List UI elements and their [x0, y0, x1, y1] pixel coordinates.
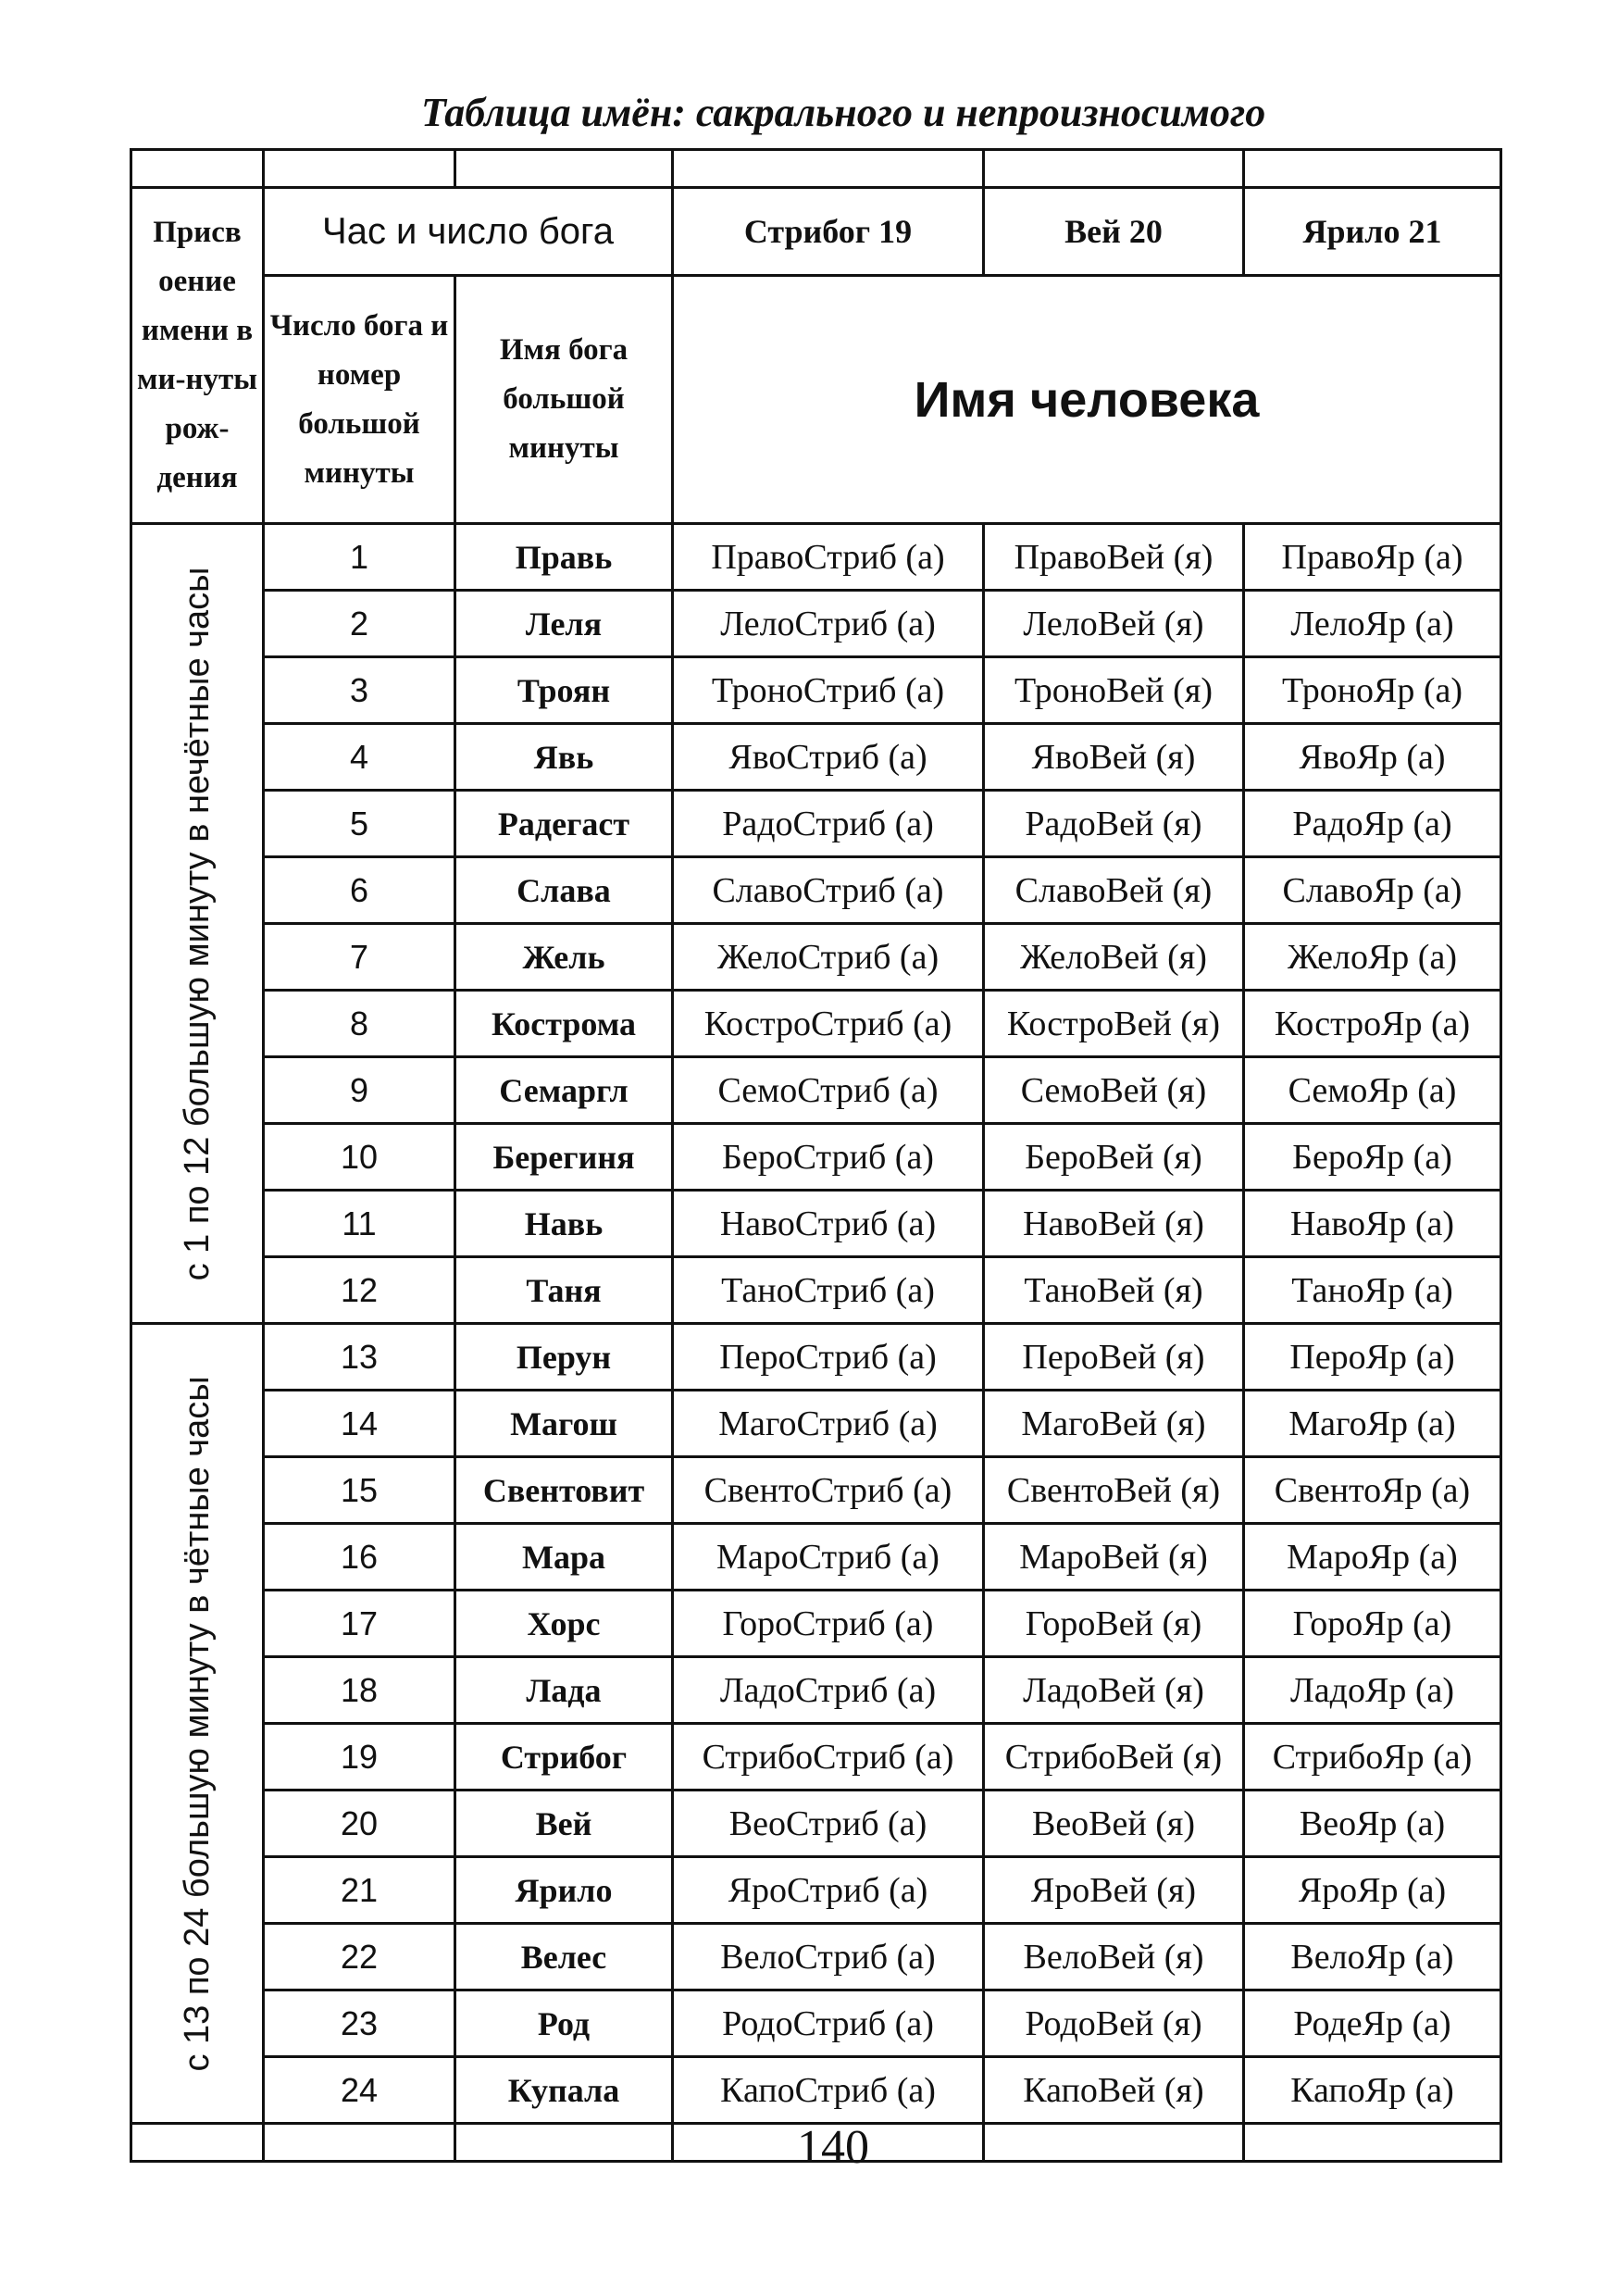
name-stribog-cell: НавоСтриб (а)	[673, 1191, 984, 1257]
god-name-cell: Радегаст	[455, 791, 673, 857]
god-number-cell: 6	[264, 857, 455, 924]
name-vei-cell: МароВей (я)	[984, 1524, 1244, 1591]
god-name-cell: Явь	[455, 724, 673, 791]
god-number-cell: 10	[264, 1124, 455, 1191]
name-stribog-cell: ГороСтриб (а)	[673, 1591, 984, 1657]
god-name-cell: Кострома	[455, 991, 673, 1057]
god-number-cell: 4	[264, 724, 455, 791]
name-yar-cell: ТроноЯр (а)	[1244, 657, 1501, 724]
name-yar-cell: СемоЯр (а)	[1244, 1057, 1501, 1124]
name-yar-cell: ВелоЯр (а)	[1244, 1924, 1501, 1990]
table-row	[131, 1791, 1501, 1857]
god-number-cell: 19	[264, 1724, 455, 1791]
name-yar-cell: ГороЯр (а)	[1244, 1591, 1501, 1657]
god-number-cell: 15	[264, 1457, 455, 1524]
empty-cell	[131, 2124, 264, 2162]
god-name-cell: Род	[455, 1990, 673, 2057]
name-stribog-cell: КапоСтриб (а)	[673, 2057, 984, 2124]
god-number-cell: 8	[264, 991, 455, 1057]
table-row	[131, 1457, 1501, 1524]
header-assign-label: Присв оение имени в ми-нуты рож-дения	[131, 188, 264, 524]
names-table	[130, 148, 1502, 2163]
table-row	[131, 924, 1501, 991]
name-vei-cell: РодоВей (я)	[984, 1990, 1244, 2057]
table-row	[131, 1591, 1501, 1657]
god-name-cell: Берегиня	[455, 1124, 673, 1191]
header-hour-label: Час и число бога	[264, 188, 673, 276]
name-vei-cell: ПероВей (я)	[984, 1324, 1244, 1391]
name-vei-cell: ЛелоВей (я)	[984, 591, 1244, 657]
name-yar-cell: БероЯр (а)	[1244, 1124, 1501, 1191]
table-row	[131, 657, 1501, 724]
god-number-cell: 17	[264, 1591, 455, 1657]
header-row-1	[131, 188, 1501, 276]
table-row	[131, 591, 1501, 657]
name-stribog-cell: РодоСтриб (а)	[673, 1990, 984, 2057]
god-number-cell: 3	[264, 657, 455, 724]
name-stribog-cell: ЛелоСтриб (а)	[673, 591, 984, 657]
name-yar-cell: СтрибоЯр (а)	[1244, 1724, 1501, 1791]
band-odd-hours	[131, 524, 264, 1324]
god-number-cell: 11	[264, 1191, 455, 1257]
name-vei-cell: ЛадоВей (я)	[984, 1657, 1244, 1724]
name-yar-cell: ПравоЯр (а)	[1244, 524, 1501, 591]
table-row	[131, 1057, 1501, 1124]
god-number-cell: 24	[264, 2057, 455, 2124]
name-vei-cell: ВелоВей (я)	[984, 1924, 1244, 1990]
god-name-cell: Перун	[455, 1324, 673, 1391]
table-row	[131, 1391, 1501, 1457]
god-number-cell: 9	[264, 1057, 455, 1124]
god-number-cell: 13	[264, 1324, 455, 1391]
name-stribog-cell: МароСтриб (а)	[673, 1524, 984, 1591]
name-stribog-cell: МагоСтриб (а)	[673, 1391, 984, 1457]
name-stribog-cell: ЛадоСтриб (а)	[673, 1657, 984, 1724]
god-name-cell: Свентовит	[455, 1457, 673, 1524]
god-number-cell: 1	[264, 524, 455, 591]
table-row	[131, 991, 1501, 1057]
name-stribog-cell: КостроСтриб (а)	[673, 991, 984, 1057]
name-stribog-cell: ПравоСтриб (а)	[673, 524, 984, 591]
god-number-cell: 7	[264, 924, 455, 991]
header-god-vei: Вей 20	[984, 188, 1244, 276]
name-yar-cell: СвентоЯр (а)	[1244, 1457, 1501, 1524]
table-row	[131, 1857, 1501, 1924]
table-row	[131, 1924, 1501, 1990]
god-name-cell: Велес	[455, 1924, 673, 1990]
god-name-cell: Вей	[455, 1791, 673, 1857]
god-name-cell: Лада	[455, 1657, 673, 1724]
empty-cell	[455, 2124, 673, 2162]
page-number: 140	[797, 2121, 869, 2174]
top-spacer-row	[131, 150, 1501, 188]
name-yar-cell: ЛадоЯр (а)	[1244, 1657, 1501, 1724]
table-row	[131, 1524, 1501, 1591]
empty-cell	[984, 2124, 1244, 2162]
table-row	[131, 1724, 1501, 1791]
empty-cell	[1244, 2124, 1501, 2162]
god-name-cell: Ярило	[455, 1857, 673, 1924]
god-name-cell: Стрибог	[455, 1724, 673, 1791]
header-god-name-label: Имя бога большой минуты	[455, 276, 673, 524]
god-name-cell: Семаргл	[455, 1057, 673, 1124]
table-row	[131, 1657, 1501, 1724]
name-vei-cell: ТроноВей (я)	[984, 657, 1244, 724]
name-vei-cell: СемоВей (я)	[984, 1057, 1244, 1124]
table-row	[131, 1324, 1501, 1391]
god-name-cell: Жель	[455, 924, 673, 991]
god-number-cell: 16	[264, 1524, 455, 1591]
god-name-cell: Троян	[455, 657, 673, 724]
name-vei-cell: СтрибоВей (я)	[984, 1724, 1244, 1791]
name-stribog-cell: СемоСтриб (а)	[673, 1057, 984, 1124]
table-row	[131, 524, 1501, 591]
header-god-yarilo: Ярило 21	[1244, 188, 1501, 276]
name-yar-cell: ПероЯр (а)	[1244, 1324, 1501, 1391]
header-person-name-label: Имя человека	[673, 276, 1501, 524]
name-yar-cell: МароЯр (а)	[1244, 1524, 1501, 1591]
name-yar-cell: МагоЯр (а)	[1244, 1391, 1501, 1457]
god-name-cell: Навь	[455, 1191, 673, 1257]
name-stribog-cell: ВеоСтриб (а)	[673, 1791, 984, 1857]
name-yar-cell: ВеоЯр (а)	[1244, 1791, 1501, 1857]
name-stribog-cell: ЯроСтриб (а)	[673, 1857, 984, 1924]
god-name-cell: Купала	[455, 2057, 673, 2124]
table-row	[131, 1191, 1501, 1257]
name-stribog-cell: ЖелоСтриб (а)	[673, 924, 984, 991]
name-stribog-cell: БероСтриб (а)	[673, 1124, 984, 1191]
god-name-cell: Хорс	[455, 1591, 673, 1657]
name-stribog-cell: СвентоСтриб (а)	[673, 1457, 984, 1524]
name-yar-cell: РадоЯр (а)	[1244, 791, 1501, 857]
god-number-cell: 2	[264, 591, 455, 657]
god-name-cell: Леля	[455, 591, 673, 657]
band-even-hours	[131, 1324, 264, 2124]
name-vei-cell: ГороВей (я)	[984, 1591, 1244, 1657]
table-row	[131, 2057, 1501, 2124]
page-title: Таблица имён: сакрального и непроизносимого	[421, 90, 1266, 135]
name-yar-cell: ЯвоЯр (а)	[1244, 724, 1501, 791]
header-god-stribog: Стрибог 19	[673, 188, 984, 276]
god-number-cell: 5	[264, 791, 455, 857]
god-name-cell: Магош	[455, 1391, 673, 1457]
table-row	[131, 857, 1501, 924]
name-stribog-cell: ПероСтриб (а)	[673, 1324, 984, 1391]
name-stribog-cell: ТроноСтриб (а)	[673, 657, 984, 724]
name-stribog-cell: СлавоСтриб (а)	[673, 857, 984, 924]
name-yar-cell: ЖелоЯр (а)	[1244, 924, 1501, 991]
god-number-cell: 23	[264, 1990, 455, 2057]
name-vei-cell: СлавоВей (я)	[984, 857, 1244, 924]
god-name-cell: Правь	[455, 524, 673, 591]
name-yar-cell: ТаноЯр (а)	[1244, 1257, 1501, 1324]
name-vei-cell: КостроВей (я)	[984, 991, 1244, 1057]
table-row	[131, 791, 1501, 857]
name-yar-cell: КапоЯр (а)	[1244, 2057, 1501, 2124]
god-number-cell: 20	[264, 1791, 455, 1857]
name-vei-cell: ПравоВей (я)	[984, 524, 1244, 591]
name-yar-cell: ЛелоЯр (а)	[1244, 591, 1501, 657]
name-stribog-cell: СтрибоСтриб (а)	[673, 1724, 984, 1791]
god-name-cell: Мара	[455, 1524, 673, 1591]
name-vei-cell: ВеоВей (я)	[984, 1791, 1244, 1857]
name-vei-cell: РадоВей (я)	[984, 791, 1244, 857]
god-number-cell: 12	[264, 1257, 455, 1324]
name-yar-cell: СлавоЯр (а)	[1244, 857, 1501, 924]
god-number-cell: 22	[264, 1924, 455, 1990]
name-vei-cell: ТаноВей (я)	[984, 1257, 1244, 1324]
name-stribog-cell: ВелоСтриб (а)	[673, 1924, 984, 1990]
table-row	[131, 724, 1501, 791]
name-yar-cell: РодеЯр (а)	[1244, 1990, 1501, 2057]
table-row	[131, 1124, 1501, 1191]
name-stribog-cell: РадоСтриб (а)	[673, 791, 984, 857]
table-row	[131, 1990, 1501, 2057]
name-vei-cell: НавоВей (я)	[984, 1191, 1244, 1257]
header-number-label: Число бога и номер большой минуты	[264, 276, 455, 524]
god-number-cell: 18	[264, 1657, 455, 1724]
empty-cell	[264, 2124, 455, 2162]
name-vei-cell: ЯвоВей (я)	[984, 724, 1244, 791]
name-vei-cell: ЯроВей (я)	[984, 1857, 1244, 1924]
name-stribog-cell: ЯвоСтриб (а)	[673, 724, 984, 791]
name-vei-cell: СвентоВей (я)	[984, 1457, 1244, 1524]
god-name-cell: Слава	[455, 857, 673, 924]
name-yar-cell: НавоЯр (а)	[1244, 1191, 1501, 1257]
name-yar-cell: КостроЯр (а)	[1244, 991, 1501, 1057]
name-vei-cell: ЖелоВей (я)	[984, 924, 1244, 991]
band-label: с 1 по 12 большую минуту в нечётные часы	[178, 567, 217, 1280]
name-stribog-cell: ТаноСтриб (а)	[673, 1257, 984, 1324]
god-number-cell: 21	[264, 1857, 455, 1924]
name-yar-cell: ЯроЯр (а)	[1244, 1857, 1501, 1924]
god-name-cell: Таня	[455, 1257, 673, 1324]
header-row-2	[131, 276, 1501, 524]
table-row	[131, 1257, 1501, 1324]
god-number-cell: 14	[264, 1391, 455, 1457]
band-label: с 13 по 24 большую минуту в чётные часы	[178, 1375, 217, 2072]
name-vei-cell: МагоВей (я)	[984, 1391, 1244, 1457]
name-vei-cell: БероВей (я)	[984, 1124, 1244, 1191]
name-vei-cell: КапоВей (я)	[984, 2057, 1244, 2124]
